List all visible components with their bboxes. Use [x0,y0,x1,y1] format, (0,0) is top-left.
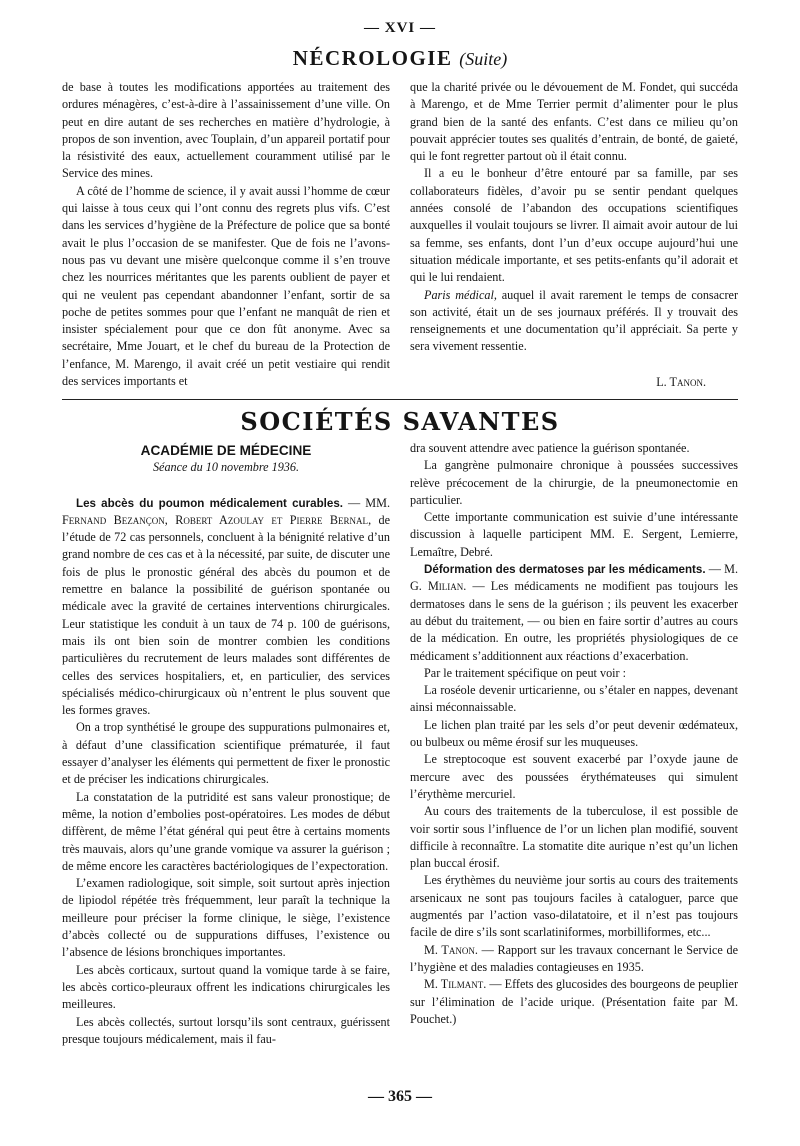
dermatoses-paragraph: Le lichen plan traité par les sels d’or peut devenir œdémateux, ou bulbeux ou même érosif sur les muqueuses. [410,717,738,750]
dermatoses-paragraph: Déformation des dermatoses par les médicaments. — M. G. Milian. — Les médicaments ne modifient pas toujours les dermatoses dans le sens de la guérison ; ils peuvent les exacerber au début du traitement, — ou bien en faire sortir d’autres au cours de la médication. En outre, les propriétés physiologiques de ce médicament s’additionnent aux réactions d’exacerbation. [410,562,738,663]
necrologie-paragraph: que la charité privée ou le dévouement de M. Fondet, qui succéda à Marengo, et de Mme Terrier permit d’alimenter pour le plus grand bien de la santé des enfants. C’est dans ce milieu qu’on pouvait apprécier toutes ses qualités d’entrain, de bonté, de gaieté, qui le font regretter partout où il était connu. [410,80,738,164]
abces-paragraph: Cette importante communication est suivie d’une intéressante discussion à laquelle participent MM. E. Sergent, Lemierre, Lemaître, Debré. [410,510,738,559]
dermatoses-paragraph: Par le traitement spécifique on peut voir : [424,665,627,680]
necrologie-suite: (Suite) [459,49,508,69]
abces-heading: Les abcès du poumon médicalement curables. [76,496,344,510]
necrologie-paragraph: Paris médical, auquel il avait rarement le temps de consacrer son activité, était un de ses journaux préférés. Il y trouvait des renseignements et une documentation qu’il appréciait. Sa perte y sera vivement ressentie. [410,287,738,354]
academie-title: ACADÉMIE DE MÉDECINE [140,443,312,458]
necrologie-paragraph: de base à toutes les modifications apportées au traitement des ordures ménagères, c’est-à-dire à l’assainissement d’une ville. On peut en dire autant de ses recherches en matière d’hydrologie, à propos de son invention, avec Touplain, d’un appareil portatif pour la résistivité des eaux, actuellement couramment utilisé par le Service des mines. [62,80,390,181]
societes-savantes-title: SOCIÉTÉS SAVANTES [240,407,560,436]
dermatoses-paragraph: Au cours des traitements de la tuberculose, il est possible de voir sortir sous l’influence de l’or un lichen plan modifié, souvent difficile à reconnaître. La stomatite dite aurique n’est qu’un lichen plan buccal érosif. [410,804,738,871]
necrologie-heading [0,46,800,71]
page-number: — 365 — [368,1088,432,1105]
abces-paragraph: dra souvent attendre avec patience la guérison spontanée. [410,441,690,455]
seance-date: Séance du 10 novembre 1936. [152,460,300,475]
tanon-report: M. Tanon. — Rapport sur les travaux concernant le Service de l’hygiène et des maladies contagieuses en 1935. [410,942,739,974]
necrologie-right-column [410,79,738,391]
abces-paragraph: Les abcès du poumon médicalement curables. — MM. Fernand Bezançon, Robert Azoulay et Pierre Bernal, de l’étude de 72 cas personnels, concluent à la bénignité relative d’un grand nombre de ces cas et à la nécessité, par suite, de discuter une fois de plus le pronostic général des abcès du poumon et de remettre en balance la possibilité de guérison spontanée ou médicale avec la gravité de certaines interventions chirurgicales. Leur statistique les conduit à un taux de 74 p. 100 de guérisons, mais ils ont bien soin de montrer combien les conditions particulières du recrutement de leurs malades sont différentes de celles des services hospitaliers, et, en particulier, des services spécialisés médico-chirurgicaux où n’entrent le plus souvent que les formes graves. [62,495,390,718]
dermatoses-paragraph: Le streptocoque est souvent exacerbé par l’oxyde jaune de mercure avec des poussées érythémateuses qui simulent l’érythème mercuriel. [410,752,738,801]
dermatoses-author: G. Milian [410,579,464,594]
section-divider [62,399,738,400]
signature: L. Tanon. [656,374,706,389]
necrologie-title: NÉCROLOGIE [292,46,453,70]
dermatoses-heading: Déformation des dermatoses par les médicaments. [424,563,706,577]
necrologie-paragraph: A côté de l’homme de science, il y avait aussi l’homme de cœur qui laisse à tous ceux qui l’ont connu des regrets plus vifs. C’est dans les services d’hygiène de la Préfecture de police que sa bonté avait le plus l’occasion de se manifester. Que de fois ne l’avons-nous pas vu devant une misère quelconque comme il s’en trouve chez les nourrices méritantes que les parents oublient de payer et qui ne veulent pas cependant abandonner l’enfant, sortir de sa poche de petites sommes pour que l’enfant ne manquât de rien et insister spécialement pour que ce don fût anonyme. Avec sa secrétaire, Mme Jouart, et le chef du bureau de la Protection de l’enfance, M. Marengo, il avait créé un petit vestiaire qui rendit des services importants et [62,183,390,389]
abces-paragraph: La constatation de la putridité est sans valeur pronostique; de même, la notion d’embolies post-opératoires. Les modes de début diffèrent, de même l’état général qui peut être à certains moments très mauvais, alors qu’une grande vomique va assurer la guérison ; de même encore les caractères bactériologiques de l’expectoration. [62,789,390,873]
running-head: — XVI — [363,20,436,36]
paris-medical-title: Paris médical, [424,287,497,302]
necrologie-left-column [62,79,390,390]
abces-paragraph: On a trop synthétisé le groupe des suppurations pulmonaires et, à défaut d’une classification scientifique prématurée, il faut essayer d’analyser les éléments qui permettent de fixer le pronostic et de préciser les indications chirurgicales. [62,720,390,787]
tilmant-report: M. Tilmant. — Effets des glucosides des bourgeons de peuplier sur l’élimination de l’acide urique. (Présentation faite par M. Pouchet.) [410,977,738,1026]
dermatoses-paragraph: Les érythèmes du neuvième jour sortis au cours des traitements arsenicaux ne sont pas toujours faciles à cataloguer, parce que augmentés par l’action vaso-dilatatoire, et il n’est pas toujours facile de dire s’ils sont scarlatiniformes, morbilliformes, etc... [410,873,738,940]
abces-paragraph: Les abcès corticaux, surtout quand la vomique tarde à se faire, les abcès cortico-pleuraux offrent les indications chirurgicales les meilleures. [62,962,390,1012]
abces-paragraph: L’examen radiologique, soit simple, soit surtout après injection de lipiodol répétée très fréquemment, leur paraît la technique la meilleure pour préciser la forme clinique, le siège, l’existence d’abcès collecté ou de suppurations diffuses, l’existence ou l’absence de lésions bronchiques importantes. [62,876,390,960]
abces-authors: Fernand Bezançon, Robert Azoulay et Pierre Bernal [62,512,369,527]
academie-right-column [410,440,738,1028]
dermatoses-paragraph: La roséole devenir urticarienne, ou s’étaler en nappes, devenant ainsi méconnaissable. [410,683,738,715]
abces-paragraph: Les abcès collectés, surtout lorsqu’ils sont centraux, guérissent presque toujours médicalement, mais il fau- [62,1014,390,1046]
necrologie-paragraph: Il a eu le bonheur d’être entouré par sa famille, par ses collaborateurs fidèles, d’avoir pu se sentir pendant quelques années consolé de l’abandon des occupations scientifiques auxquelles il voulait toujours se livrer. Il aimait avoir autour de lui sa femme, ses enfants, dont l’un d’eux occupe aujourd’hui une situation médicale importante, et ses petits-enfants qu’il adorait et qui le lui rendaient. [410,166,738,285]
abces-paragraph: La gangrène pulmonaire chronique à poussées successives relève précocement de la chirurgie, de la pneumonectomie en particulier. [410,458,738,507]
academie-left-column [62,440,390,1048]
